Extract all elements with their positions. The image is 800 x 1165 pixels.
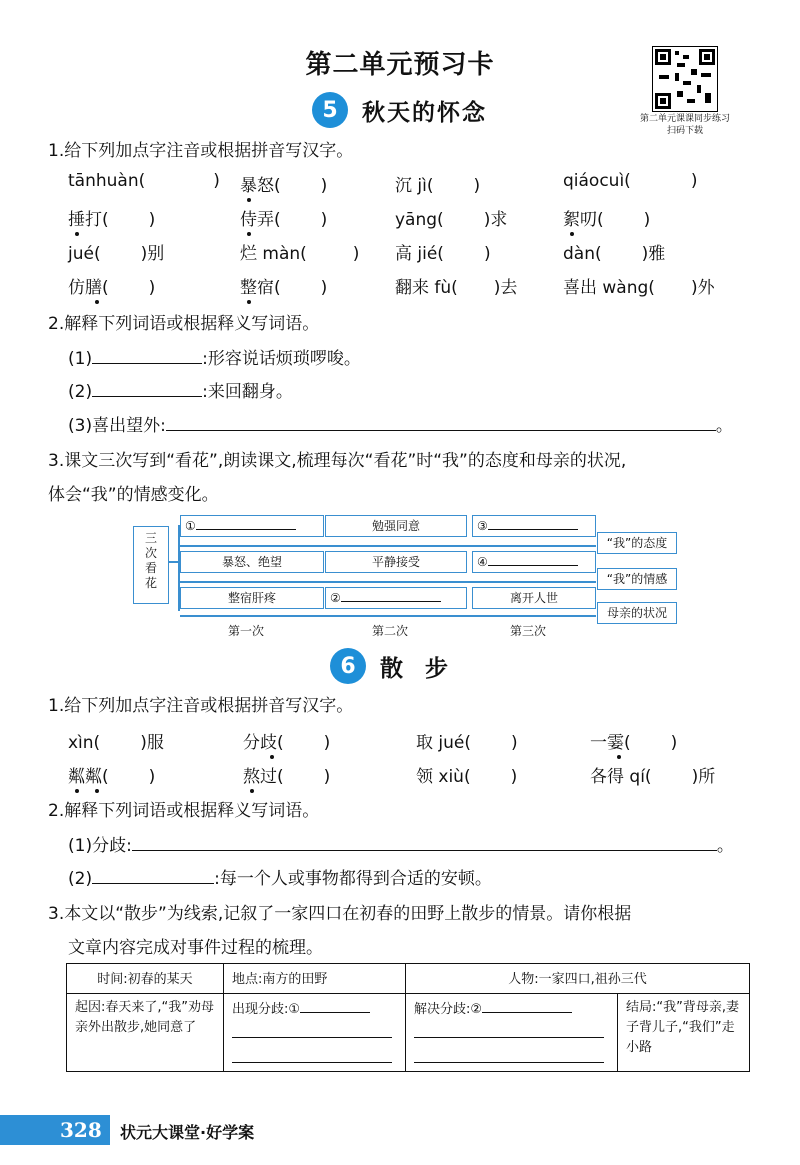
page-number: 328 [60,1118,102,1142]
pinyin-item: 取 jué( ) [416,733,518,753]
question-2: 2.解释下列词语或根据释义写词语。 [48,801,320,821]
diagram-bottom-label: 第三次 [510,624,547,638]
pinyin-item: 熬过( ) [243,762,330,787]
pinyin-item: 仿膳( ) [68,273,155,298]
qr-code[interactable] [652,46,718,112]
diagram-cell-blank-4[interactable]: ④ [472,551,596,573]
pinyin-item: 喜出 wàng( )外 [563,278,715,298]
question-3-line2: 文章内容完成对事件过程的梳理。 [68,938,323,958]
pinyin-item: dàn( )雅 [563,244,666,264]
qr-caption-1: 第二单元课课同步练习 [639,114,730,124]
diagram-right-label: “我”的态度 [597,532,677,554]
connector-line [180,615,596,617]
diagram-cell-blank-1[interactable]: ① [180,515,324,537]
table-cell-place: 地点:南方的田野 [224,964,406,994]
pinyin-item: 分歧( ) [243,728,330,753]
pinyin-item: 领 xiù( ) [416,767,518,787]
vocab-item-1: (1)分歧: 。 [68,836,734,856]
pinyin-item: qiáocuì( ) [563,171,698,191]
pinyin-item: 烂 màn( ) [240,244,360,264]
diagram-cell: 平静接受 [325,551,467,573]
event-table [66,963,750,1072]
question-1: 1.给下列加点字注音或根据拼音写汉字。 [48,141,354,161]
table-cell-ending: 结局:“我”背母亲,妻子背儿子,“我们”走小路 [618,994,750,1072]
pinyin-item: tānhuàn( ) [68,171,220,191]
pinyin-item: xìn( )服 [68,733,164,753]
diagram-bottom-label: 第二次 [372,624,409,638]
answer-blank[interactable] [132,850,717,851]
diagram-cell: 勉强同意 [325,515,467,537]
connector-line [180,581,596,583]
question-3-line1: 3.本文以“散步”为线索,记叙了一家四口在初春的田野上散步的情景。请你根据 [48,904,632,924]
answer-blank[interactable] [92,396,202,397]
table-cell-develop[interactable]: 出现分歧:① [224,994,406,1072]
diagram-right-label: “我”的情感 [597,568,677,590]
diagram-cell-blank-3[interactable]: ③ [472,515,596,537]
diagram-cell-blank-2[interactable]: ② [325,587,467,609]
pinyin-item: 整宿( ) [240,273,327,298]
pinyin-item: jué( )别 [68,244,165,264]
pinyin-item: 翻来 fù( )去 [395,278,518,298]
lesson-title: 散 步 [380,655,451,682]
pinyin-item: 捶打( ) [68,205,155,230]
book-title: 状元大课堂·好学案 [120,1123,255,1142]
pinyin-item: 高 jié( ) [395,244,491,264]
vocab-item-1: (1) :形容说话烦琐啰唆。 [68,349,361,369]
diagram-side-label: 三次看花 [133,526,169,604]
lesson-number-badge: 5 [312,92,348,128]
table-cell-time: 时间:初春的某天 [67,964,224,994]
lesson-title: 秋天的怀念 [362,99,487,126]
pinyin-item: 各得 qí( )所 [590,767,716,787]
lesson-5-heading [312,92,487,128]
diagram-right-label: 母亲的状况 [597,602,677,624]
vocab-item-2: (2) :每一个人或事物都得到合适的安顿。 [68,869,492,889]
question-3-line2: 体会“我”的情感变化。 [48,485,219,505]
vocab-item-2: (2) :来回翻身。 [68,382,293,402]
answer-blank[interactable] [92,363,202,364]
table-cell-people: 人物:一家四口,祖孙三代 [406,964,750,994]
lesson-number-badge: 6 [330,648,366,684]
pinyin-item: 一霎( ) [590,728,677,753]
question-3-line1: 3.课文三次写到“看花”,朗读课文,梳理每次“看花”时“我”的态度和母亲的状况, [48,451,627,471]
lesson-6-heading [330,648,450,684]
answer-blank[interactable] [166,430,716,431]
answer-blank[interactable] [92,883,214,884]
pinyin-item: yāng( )求 [395,210,508,230]
question-1: 1.给下列加点字注音或根据拼音写汉字。 [48,696,354,716]
table-cell-start: 起因:春天来了,“我”劝母亲外出散步,她同意了 [67,994,224,1072]
qr-caption-2: 扫码下载 [666,126,703,136]
pinyin-item: 侍弄( ) [240,205,327,230]
connector-line [180,545,596,547]
pinyin-item: 粼粼( ) [68,762,155,787]
question-2: 2.解释下列词语或根据释义写词语。 [48,314,320,334]
pinyin-item: 沉 jì( ) [395,176,481,196]
pinyin-item: 絮叨( ) [563,205,650,230]
vocab-item-3: (3)喜出望外: 。 [68,416,733,436]
table-cell-resolve[interactable]: 解决分歧:② [406,994,618,1072]
pinyin-item: 暴怒( ) [240,171,327,196]
diagram-cell: 暴怒、绝望 [180,551,324,573]
diagram-bottom-label: 第一次 [228,624,265,638]
page-title: 第二单元预习卡 [305,50,495,80]
diagram-cell: 离开人世 [472,587,596,609]
diagram-cell: 整宿肝疼 [180,587,324,609]
